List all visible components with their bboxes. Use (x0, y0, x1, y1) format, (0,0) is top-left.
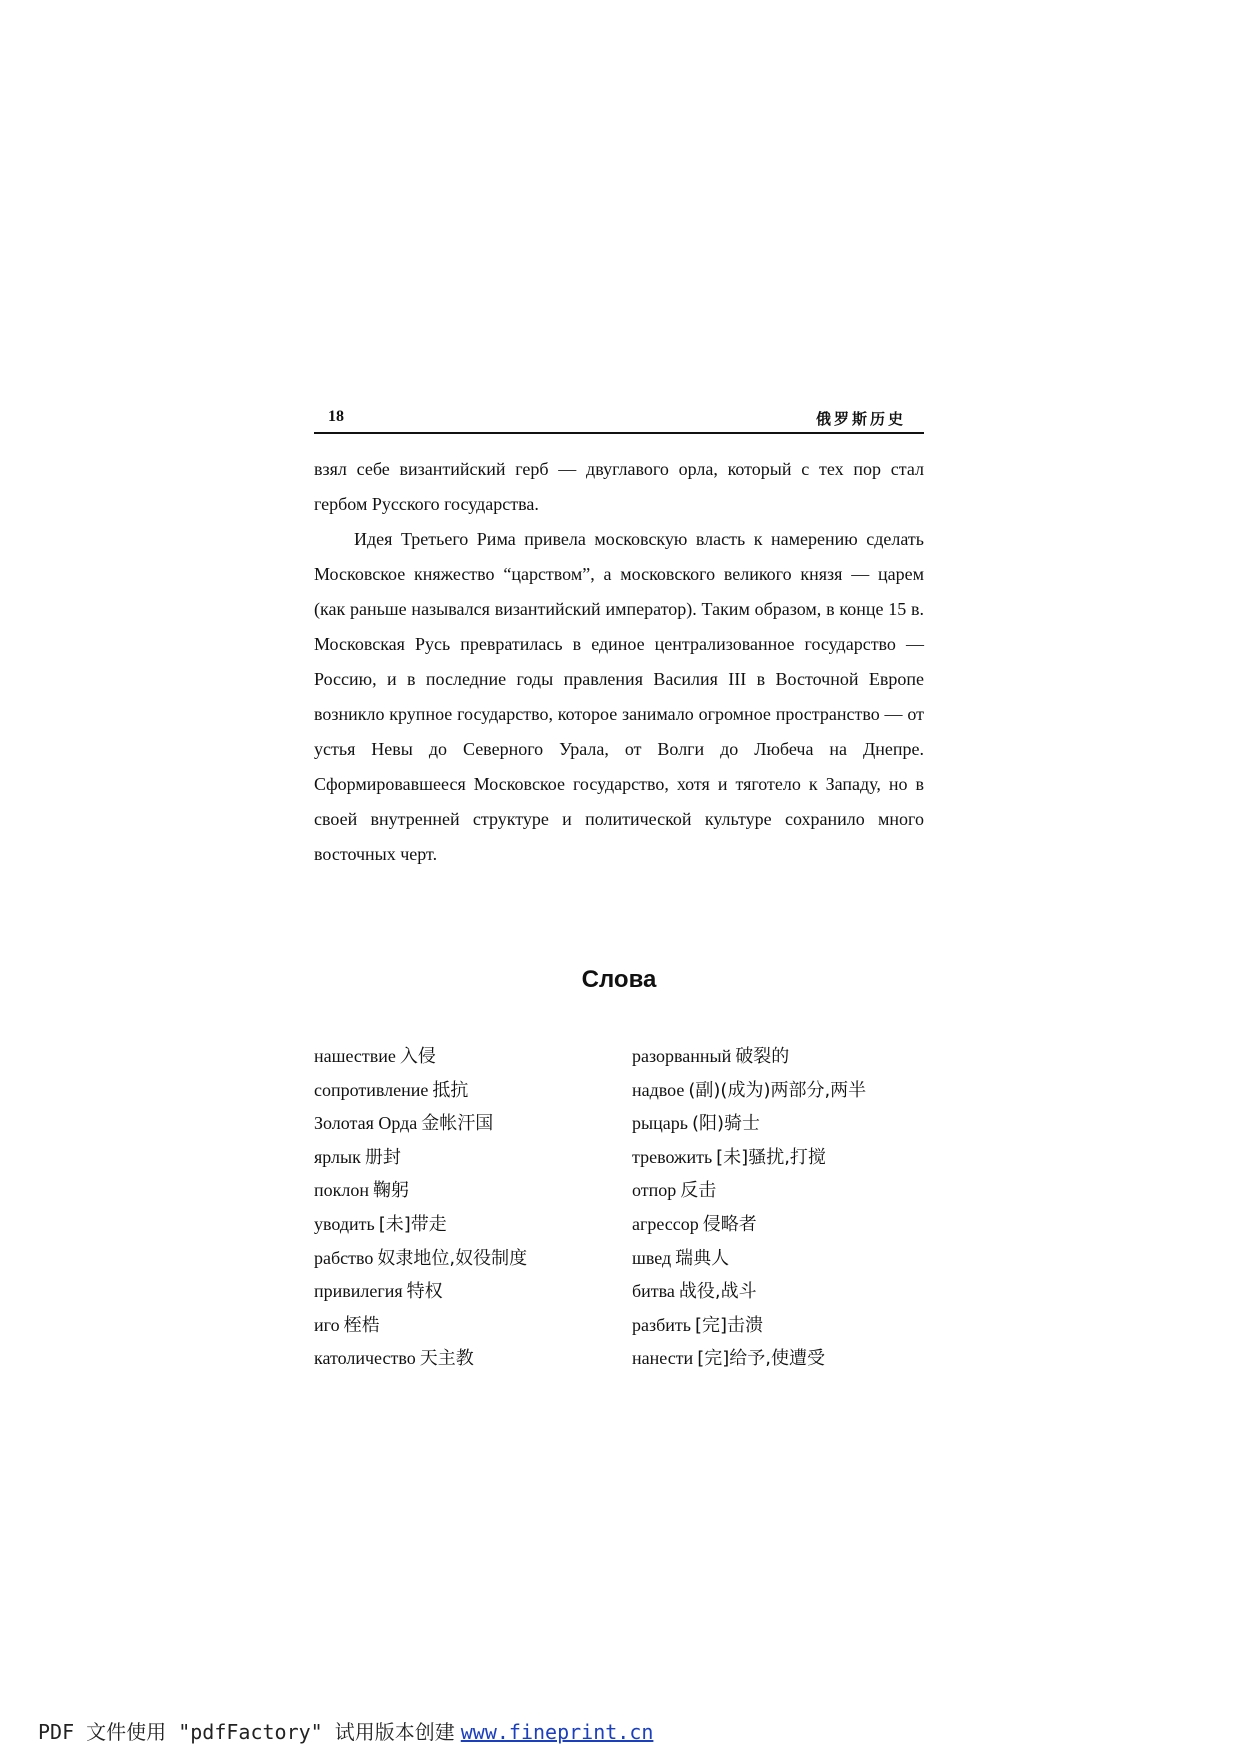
vocab-item: рыцарь (阳)骑士 (632, 1113, 760, 1135)
paragraph-continued: взял себе византийский герб — двуглавого орла, который с тех пор стал гербом Русского государства. (314, 459, 924, 514)
vocab-item: агрессор 侵略者 (632, 1213, 757, 1235)
vocab-item: иго 桎梏 (314, 1314, 380, 1336)
vocab-item: разорванный 破裂的 (632, 1046, 790, 1067)
body-text (314, 452, 924, 872)
vocab-item: поклон 鞠躬 (314, 1180, 409, 1202)
paragraph: Идея Третьего Рима привела московскую власть к намерению сделать Московское княжество “царством”, а московского великого князя — царем (как раньше назывался византийский император). Таким образом, в конце 15 в. Московская Русь превратилась в единое централизованное государство — Россию, и в последние годы правления Василия III в Восточной Европе возникло крупное государство, которое занимало огромное пространство — от устья Невы до Северного Урала, от Волги до Любеча на Днепре. Сформировавшееся Московское государство, хотя и тяготело к Западу, но в своей внутренней структуре и политической культуре сохранило много восточных черт. (314, 529, 924, 864)
footer-link[interactable]: www.fineprint.cn (460, 1720, 654, 1744)
section-title-slova: Слова (581, 966, 657, 993)
footer-text: PDF 文件使用 "pdfFactory" 试用版本创建 (38, 1720, 455, 1744)
vocab-item: католичество 天主教 (314, 1348, 474, 1370)
running-title: 俄罗斯历史 (815, 410, 906, 428)
pdf-footer (38, 1716, 653, 1745)
vocab-item: швед 瑞典人 (632, 1247, 730, 1269)
vocab-list-right (632, 1040, 932, 1376)
vocab-item: привилегия 特权 (314, 1281, 443, 1303)
page-number: 18 (328, 408, 344, 425)
vocab-list-left (314, 1040, 614, 1376)
vocab-item: Золотая Орда 金帐汗国 (314, 1113, 494, 1135)
vocab-item: уводить [未]带走 (314, 1213, 447, 1235)
vocab-item: надвое (副)(成为)两部分,两半 (632, 1079, 867, 1101)
vocab-item: отпор 反击 (632, 1180, 717, 1202)
vocab-item: ярлык 册封 (314, 1146, 401, 1168)
vocab-item: нашествие 入侵 (314, 1046, 436, 1067)
vocab-item: тревожить [未]骚扰,打搅 (632, 1146, 826, 1168)
vocab-item: битва 战役,战斗 (632, 1281, 757, 1303)
vocab-item: разбить [完]击溃 (632, 1314, 764, 1336)
vocab-item: нанести [完]给予,使遭受 (632, 1348, 825, 1370)
page-header (314, 404, 924, 434)
vocab-item: рабство 奴隶地位,奴役制度 (314, 1247, 528, 1269)
vocab-item: сопротивление 抵抗 (314, 1079, 469, 1101)
